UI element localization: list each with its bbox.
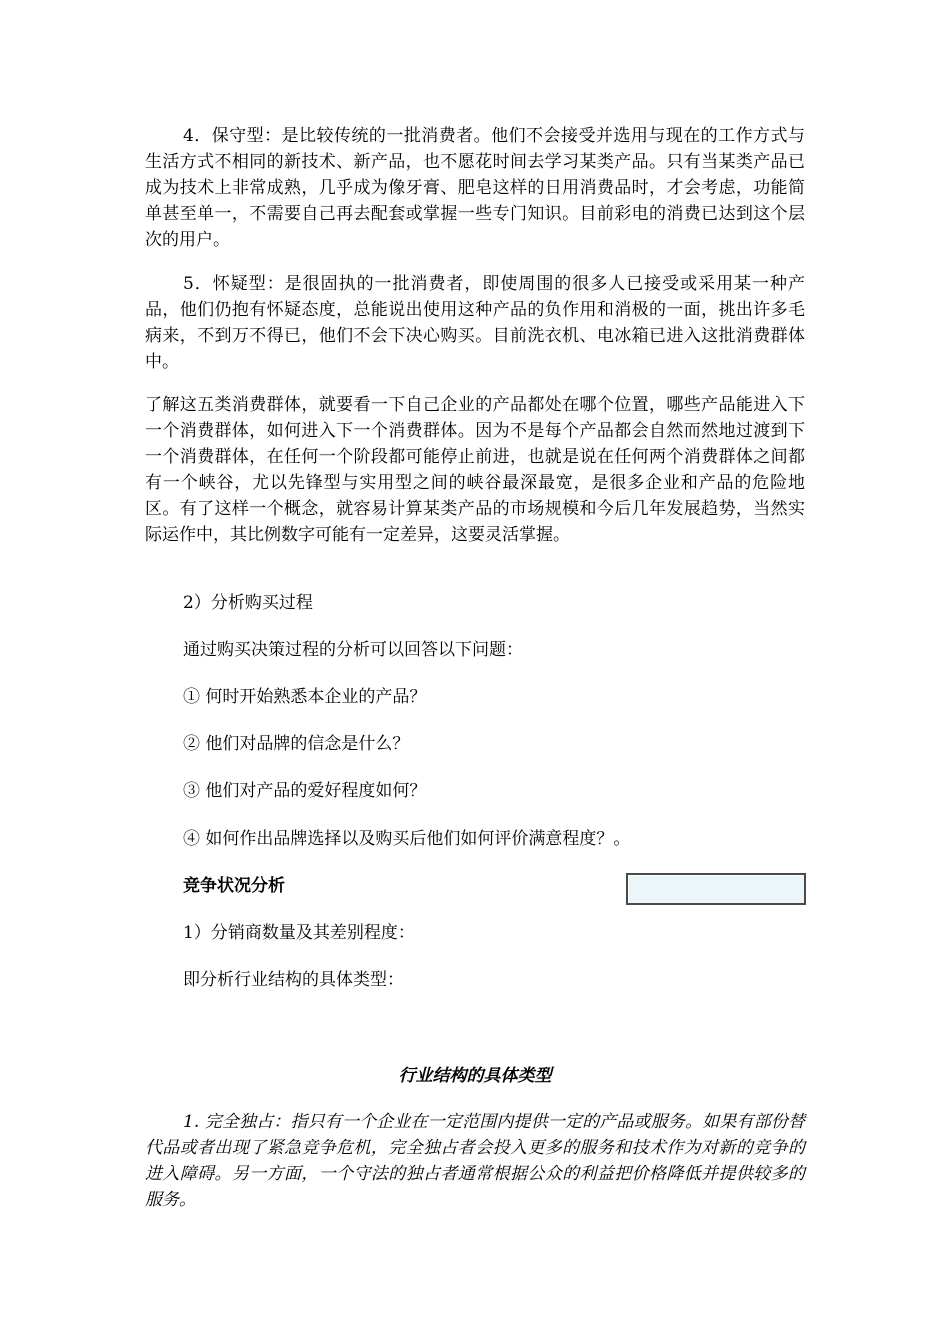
question-item-4: ④ 如何作出品牌选择以及购买后他们如何评价满意程度？。 xyxy=(183,829,631,849)
paragraph-conservative-type: 4．保守型：是比较传统的一批消费者。他们不会接受并选用与现在的工作方式与生活方式不相同的新技术、新产品，也不愿花时间去学习某类产品。只有当某类产品已成为技术上非常成熟，几乎成为像牙膏、肥皂这样的日用消费品时，才会考虑，功能简单甚至单一，不需要自己再去配套或掌握一些专门知识。目前彩电的消费已达到这个层次的用户。 xyxy=(145,126,805,250)
paragraph-skeptic-type: 5．怀疑型：是很固执的一批消费者，即使周围的很多人已接受或采用某一种产品，他们仍抱有怀疑态度，总能说出使用这种产品的负作用和消极的一面，挑出许多毛病来，不到万不得已，他们不会下决心购买。目前洗衣机、电冰箱已进入这批消费群体中。 xyxy=(145,274,805,372)
question-item-1: ① 何时开始熟悉本企业的产品？ xyxy=(183,687,427,707)
paragraph-understand-groups: 了解这五类消费群体，就要看一下自己企业的产品都处在哪个位置，哪些产品能进入下一个消费群体，如何进入下一个消费群体。因为不是每个产品都会自然而然地过渡到下一个消费群体，在任何一个阶段都可能停止前进，也就是说在任何两个消费群体之间都有一个峡谷，尤以先锋型与实用型之间的峡谷最深最宽，是很多企业和产品的危险地区。有了这样一个概念，就容易计算某类产品的市场规模和今后几年发展趋势，当然实际运作中，其比例数字可能有一定差异，这要灵活掌握。 xyxy=(145,395,805,545)
questions-intro-text: 通过购买决策过程的分析可以回答以下问题： xyxy=(183,640,523,660)
empty-text-box xyxy=(626,873,806,905)
question-item-2: ② 他们对品牌的信念是什么？ xyxy=(183,734,410,754)
analysis-purchase-process-heading: 2）分析购买过程 xyxy=(183,593,313,613)
industry-structure-types-title: 行业结构的具体类型 xyxy=(398,1066,552,1086)
competition-analysis-heading: 竞争状况分析 xyxy=(183,876,285,896)
paragraph-complete-monopoly: 1. 完全独占：指只有一个企业在一定范围内提供一定的产品或服务。如果有部份替代品或者出现了紧急竞争危机，完全独占者会投入更多的服务和技术作为对新的竞争的进入障碍。另一方面，一个守法的独占者通常根据公众的利益把价格降低并提供较多的服务。 xyxy=(145,1112,805,1210)
question-item-3: ③ 他们对产品的爱好程度如何？ xyxy=(183,781,427,801)
industry-structure-intro-text: 即分析行业结构的具体类型： xyxy=(183,970,404,990)
distributors-count-heading: 1）分销商数量及其差别程度： xyxy=(183,923,415,943)
